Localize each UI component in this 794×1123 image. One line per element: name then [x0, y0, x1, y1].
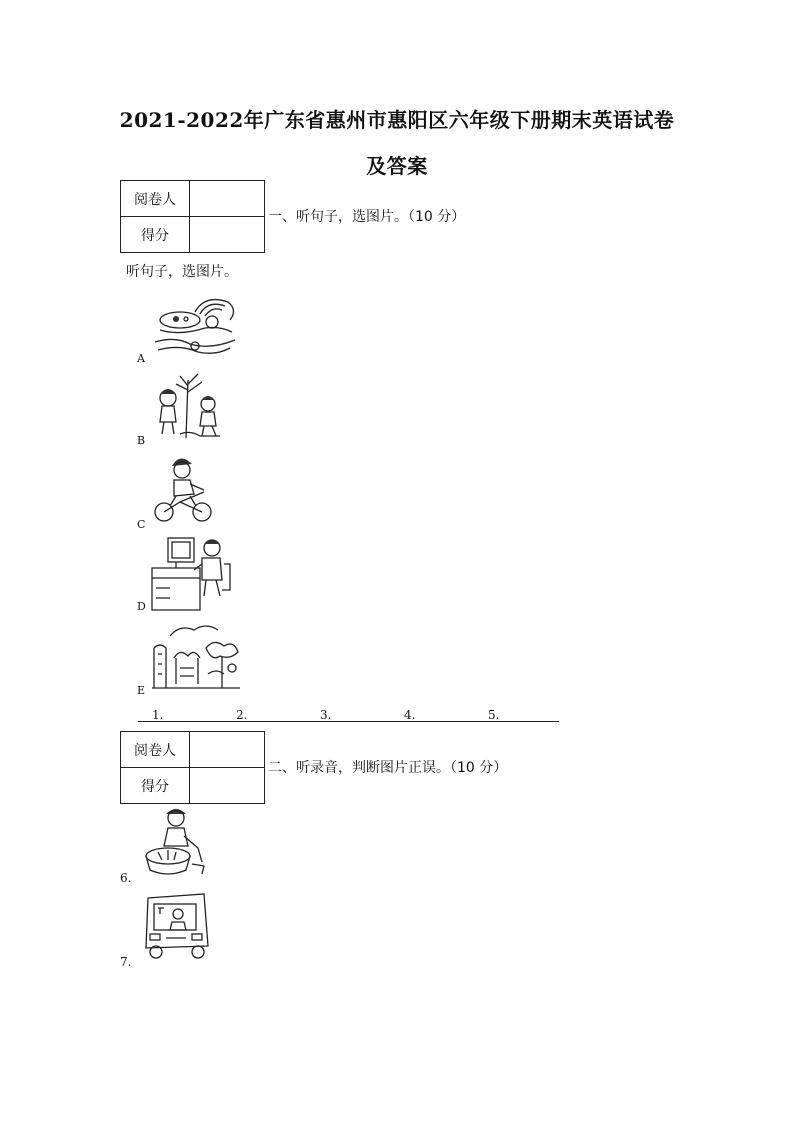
option-e-label: E	[137, 684, 146, 697]
section2-heading: 二、听录音，判断图片正误。（10 分）	[268, 760, 508, 776]
bus-driver-icon	[142, 890, 212, 962]
page-title: 2021-2022年广东省惠州市惠阳区六年级下册期末英语试卷	[119, 108, 675, 132]
item-6-label: 6.	[120, 871, 132, 885]
answer-slot-3[interactable]: 3.	[320, 708, 332, 722]
section1-heading: 一、听句子，选图片。（10 分）	[268, 209, 466, 225]
rain-picnic-scene-icon	[150, 292, 240, 358]
score-table-1	[120, 180, 265, 253]
reviewer-label: 阅卷人	[121, 181, 190, 217]
option-d-label: D	[137, 600, 146, 613]
score-field[interactable]	[190, 217, 265, 253]
score-table-2	[120, 731, 265, 804]
answer-slot-5[interactable]: 5.	[488, 708, 500, 722]
boy-washing-clothes-icon	[142, 804, 210, 878]
option-a-label: A	[137, 352, 145, 365]
section1-instruction: 听句子，选图片。	[126, 264, 238, 280]
answer-slot-4[interactable]: 4.	[404, 708, 416, 722]
answer-slot-1[interactable]: 1.	[152, 708, 164, 722]
reviewer-label: 阅卷人	[121, 732, 190, 768]
option-c-label: C	[137, 518, 146, 531]
boy-at-computer-icon	[150, 534, 232, 612]
park-scene-icon	[150, 618, 242, 690]
page-title-continued: 及答案	[366, 154, 428, 178]
children-planting-tree-icon	[150, 372, 234, 440]
score-label: 得分	[121, 217, 190, 253]
item-7-label: 7.	[120, 955, 132, 969]
reviewer-field[interactable]	[190, 181, 265, 217]
score-field[interactable]	[190, 768, 265, 804]
answer-slot-2[interactable]: 2.	[236, 708, 248, 722]
boy-riding-bike-icon	[150, 452, 220, 524]
option-b-label: B	[137, 434, 146, 447]
reviewer-field[interactable]	[190, 732, 265, 768]
score-label: 得分	[121, 768, 190, 804]
